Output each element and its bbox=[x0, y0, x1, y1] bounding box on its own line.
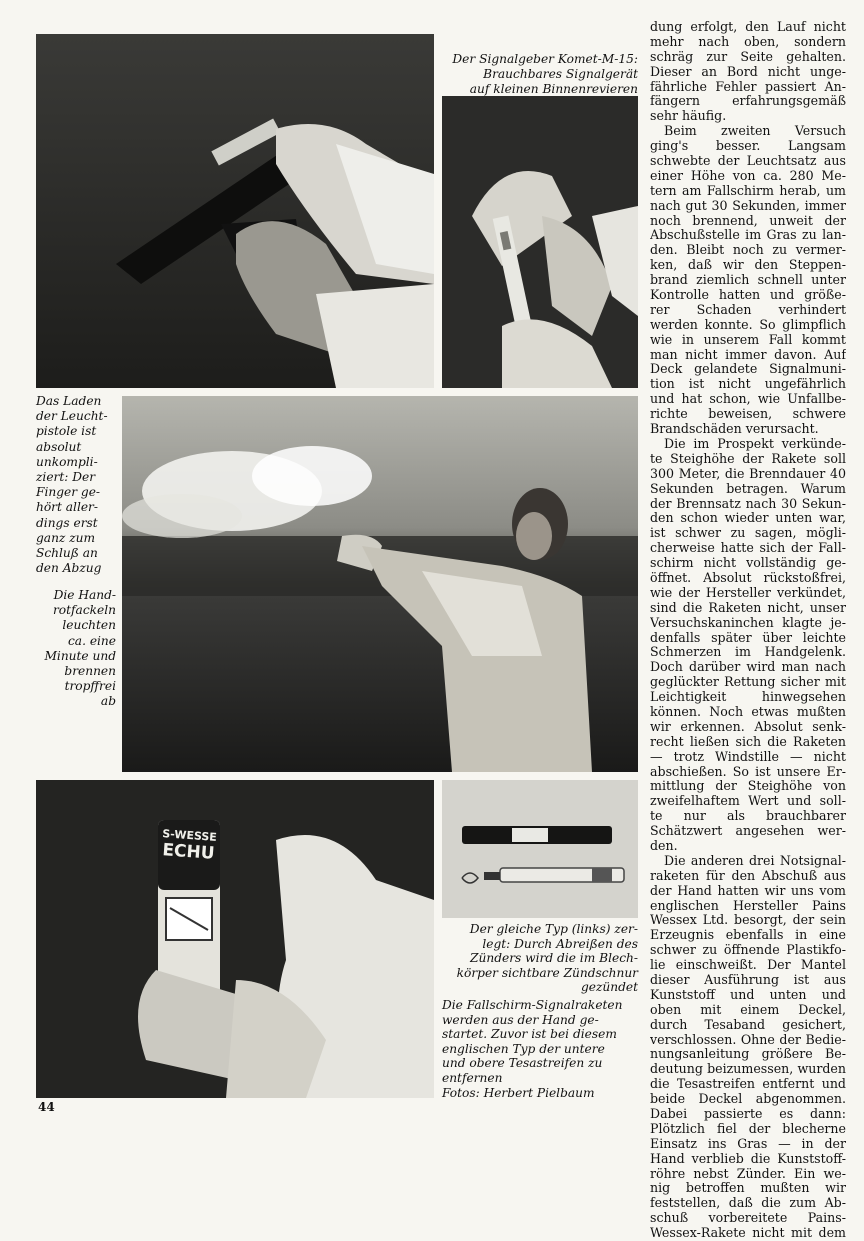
caption-line: Die Fallschirm-Signalraketen bbox=[442, 998, 623, 1012]
text-line: nig betroffen mußten wir bbox=[650, 1181, 846, 1196]
text-line: Leichtigkeit hinwegsehen bbox=[650, 690, 846, 705]
text-line: feststellen, daß die zum Ab- bbox=[650, 1196, 846, 1211]
text-line: sind die Raketen nicht, unser bbox=[650, 600, 846, 615]
flare-can-label bbox=[143, 825, 235, 863]
caption-laden bbox=[36, 394, 120, 576]
photo-komet-signal-device bbox=[442, 96, 638, 388]
caption-line: und obere Tesastreifen zu bbox=[442, 1056, 603, 1071]
text-line: fährliche Fehler passiert An- bbox=[650, 79, 846, 94]
text-line: ist schwer zu sagen, mögli- bbox=[650, 526, 846, 541]
caption-handrotfackeln bbox=[36, 588, 116, 710]
text-line: die Tesastreifen entfernt und bbox=[650, 1077, 846, 1092]
text-line: schwer zu öffnende Plastikfo- bbox=[650, 943, 846, 958]
caption-line: ab bbox=[100, 694, 116, 709]
flare-can-label-line: S-WESSE bbox=[161, 827, 218, 844]
text-line: fängern erfahrungsgemäß bbox=[650, 94, 846, 109]
text-line: brand ziemlich schnell unter bbox=[650, 273, 846, 288]
text-line: Einsatz ins Gras — in der bbox=[650, 1136, 846, 1151]
text-line: der Hand hatten wir uns vom bbox=[650, 883, 846, 898]
caption-line: werden aus der Hand ge- bbox=[442, 1012, 599, 1027]
text-line: Schmerzen im Handgelenk. bbox=[650, 645, 846, 660]
text-line: cherweise hatte sich der Fall- bbox=[650, 541, 846, 556]
caption-line: entfernen bbox=[442, 1070, 503, 1085]
caption-line: brennen bbox=[64, 664, 116, 679]
text-line: Schätzwert angesehen wer- bbox=[650, 824, 846, 839]
text-line: 300 Meter, die Brenndauer 40 bbox=[650, 466, 846, 481]
text-line: Plötzlich fiel der blecherne bbox=[650, 1121, 846, 1136]
text-line: Wessex Ltd. besorgt, der sein bbox=[650, 913, 846, 928]
caption-line: Zünders wird die im Blech- bbox=[470, 951, 638, 966]
caption-line: Brauchbares Signalgerät bbox=[483, 67, 638, 82]
text-line: den. bbox=[650, 838, 678, 853]
caption-line: startet. Zuvor ist bei diesem bbox=[442, 1027, 617, 1042]
text-line: Brandschäden verursacht. bbox=[650, 422, 819, 437]
text-line: schwebte der Leuchtsatz aus bbox=[650, 154, 846, 169]
caption-line: rotfackeln bbox=[52, 603, 116, 618]
text-line: lie einschweißt. Der Mantel bbox=[650, 958, 846, 973]
text-line: raketen für den Abschuß aus bbox=[650, 868, 846, 883]
text-line: dieser Ausführung ist aus bbox=[650, 973, 846, 987]
text-line: deutung beizumessen, wurden bbox=[650, 1062, 846, 1077]
text-line: dung erfolgt, den Lauf nicht bbox=[650, 20, 846, 34]
article-body-column bbox=[650, 20, 846, 1241]
text-line: öffnet. Absolut rückstoßfrei, bbox=[650, 570, 846, 585]
flare-can-label-line: ECHU bbox=[161, 840, 216, 864]
text-line: wir erkennen. Absolut senk- bbox=[650, 719, 846, 734]
caption-line: leuchten bbox=[62, 618, 116, 633]
text-line: sehr häufig. bbox=[650, 109, 727, 124]
text-line: Sekunden betragen. Warum bbox=[650, 481, 846, 496]
text-line: rer Schaden verhindert bbox=[650, 302, 846, 317]
caption-line: körper sichtbare Zündschnur bbox=[456, 965, 638, 980]
caption-line: Finger ge- bbox=[36, 485, 101, 500]
caption-line: Das Laden bbox=[36, 394, 102, 408]
photo-disassembled-flare bbox=[442, 780, 638, 918]
text-line: tern am Fallschirm herab, um bbox=[650, 183, 846, 198]
text-line: oben mit einem Deckel, bbox=[650, 1002, 846, 1017]
caption-line: Die Hand- bbox=[53, 588, 116, 602]
text-line: werden konnte. So glimpflich bbox=[650, 317, 846, 332]
text-line: Doch darüber wird man nach bbox=[650, 660, 846, 675]
text-line: Kontrolle hatten und größe- bbox=[650, 288, 846, 303]
text-line: Die im Prospekt verkünde- bbox=[664, 436, 846, 451]
caption-komet bbox=[440, 52, 638, 98]
caption-line: absolut bbox=[36, 439, 82, 454]
text-line: den schon wieder unten war, bbox=[650, 511, 846, 526]
text-line: durch Tesaband gesichert, bbox=[650, 1017, 846, 1032]
caption-line: der Leucht- bbox=[36, 409, 108, 424]
caption-line: tropffrei bbox=[64, 679, 116, 694]
text-line: schräg zur Seite gehalten. bbox=[650, 49, 846, 64]
photo-hand-flare-firing bbox=[122, 396, 638, 772]
text-line: beide Deckel abgenommen. bbox=[650, 1092, 846, 1107]
text-line: richte beweisen, schwere bbox=[650, 407, 846, 422]
text-line: tion ist nicht ungefährlich bbox=[650, 377, 846, 392]
photo-loading-pistol bbox=[36, 34, 434, 388]
text-line: Kunststoff und unten und bbox=[650, 987, 846, 1002]
text-line: Dieser an Bord nicht unge- bbox=[650, 64, 846, 79]
text-line: Erzeugnis ebenfalls in eine bbox=[650, 928, 846, 943]
text-line: mehr nach oben, sondern bbox=[650, 34, 846, 49]
text-line: wie der Hersteller verkündet, bbox=[650, 585, 846, 600]
text-line: mittlung der Steighöhe von bbox=[650, 779, 846, 794]
caption-line: dings erst bbox=[36, 515, 98, 530]
text-line: Dabei passierte es dann: bbox=[650, 1107, 846, 1122]
text-line: ging's besser. Langsam bbox=[650, 139, 846, 154]
text-line: zweifelhaftem Wert und soll- bbox=[650, 794, 846, 809]
text-line: geglückter Rettung sicher mit bbox=[650, 675, 846, 690]
text-line: röhre nebst Zünder. Ein we- bbox=[650, 1166, 846, 1181]
caption-gleiche-typ bbox=[442, 922, 638, 995]
caption-line: Minute und bbox=[44, 648, 116, 663]
text-line: können. Noch etwas mußten bbox=[650, 704, 846, 719]
caption-line: ziert: Der bbox=[36, 470, 96, 485]
text-line: Versuchskaninchen klagte je- bbox=[650, 615, 846, 630]
photo-credit-text: Fotos: Herbert Pielbaum bbox=[442, 1086, 595, 1100]
text-line: man nicht immer davon. Auf bbox=[650, 347, 846, 362]
text-line: Die anderen drei Notsignal- bbox=[664, 853, 846, 868]
page-number: 44 bbox=[38, 1100, 55, 1114]
text-line: den. Bleibt noch zu vermer- bbox=[650, 243, 846, 258]
photo-pains-wessex-flare bbox=[36, 780, 434, 1098]
caption-line: gezündet bbox=[580, 980, 638, 995]
caption-line: legt: Durch Abreißen des bbox=[482, 936, 638, 951]
caption-line: auf kleinen Binnenrevieren bbox=[469, 82, 638, 97]
text-line: denfalls später über leichte bbox=[650, 630, 846, 645]
text-line: Abschußstelle im Gras zu lan- bbox=[650, 228, 846, 243]
text-line: Hand verblieb die Kunststoff- bbox=[650, 1151, 846, 1166]
article-paragraph bbox=[650, 124, 846, 437]
text-line: wie in unserem Fall kommt bbox=[650, 332, 846, 347]
caption-fallschirm bbox=[442, 998, 638, 1086]
text-line: schirm nicht vollständig ge- bbox=[650, 556, 846, 571]
text-line: verschlossen. Ohne der Bedie- bbox=[650, 1032, 846, 1047]
caption-line: hört aller- bbox=[36, 500, 99, 515]
text-line: noch brennend, unweit der bbox=[650, 213, 846, 228]
caption-line: Der gleiche Typ (links) zer- bbox=[469, 922, 638, 936]
caption-line: Schluß an bbox=[36, 546, 98, 561]
text-line: recht ließen sich die Raketen bbox=[650, 734, 846, 749]
caption-line: englischen Typ der untere bbox=[442, 1041, 605, 1056]
text-line: te nur als brauchbarer bbox=[650, 809, 846, 824]
caption-line: den Abzug bbox=[36, 561, 102, 576]
text-line: nach gut 30 Sekunden, immer bbox=[650, 198, 846, 213]
caption-line: unkompli- bbox=[36, 454, 98, 469]
caption-line: ganz zum bbox=[36, 530, 96, 545]
text-line: englischen Hersteller Pains bbox=[650, 898, 846, 913]
text-line: ken, daß wir den Steppen- bbox=[650, 258, 846, 273]
caption-line: ca. eine bbox=[67, 633, 116, 648]
text-line: einer Höhe von ca. 280 Me- bbox=[650, 168, 846, 183]
article-paragraph bbox=[650, 854, 846, 1241]
article-paragraph bbox=[650, 437, 846, 854]
text-line: — trotz Windstille — nicht bbox=[650, 749, 846, 764]
text-line: abschießen. So ist unsere Er- bbox=[650, 764, 846, 779]
text-line: te Steighöhe der Rakete soll bbox=[650, 451, 846, 466]
text-line: Wessex-Rakete nicht mit dem bbox=[650, 1226, 846, 1241]
photo-credit bbox=[442, 1086, 638, 1101]
text-line: Beim zweiten Versuch bbox=[664, 124, 846, 139]
text-line: schuß vorbereitete Pains- bbox=[650, 1211, 846, 1226]
article-paragraph bbox=[650, 20, 846, 124]
caption-line: Der Signalgeber Komet-M-15: bbox=[452, 52, 638, 66]
text-line: der Brennsatz nach 30 Sekun- bbox=[650, 496, 846, 511]
caption-line: pistole ist bbox=[36, 424, 97, 439]
text-line: und hat schon, wie Unfallbe- bbox=[650, 392, 846, 407]
text-line: nungsanleitung größere Be- bbox=[650, 1047, 846, 1062]
text-line: Deck gelandete Signalmuni- bbox=[650, 362, 846, 377]
